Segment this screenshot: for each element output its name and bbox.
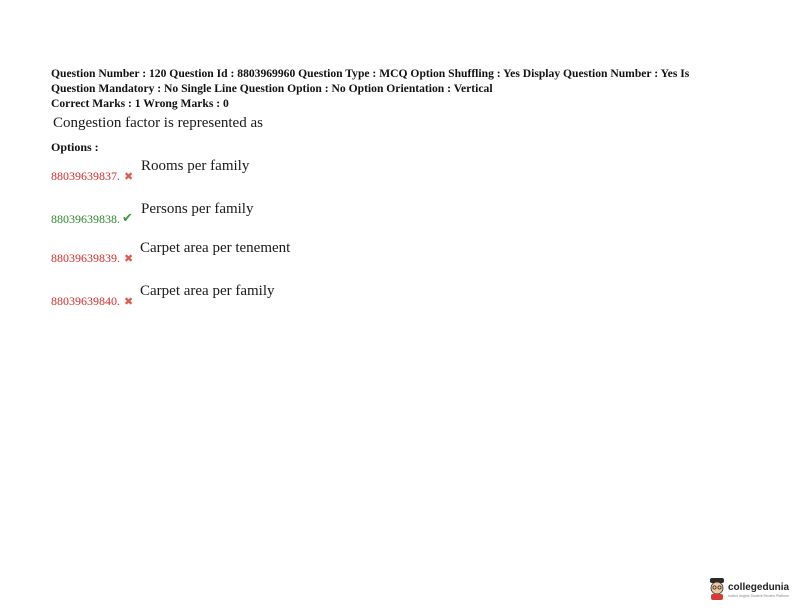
options-label: Options : bbox=[51, 140, 99, 154]
option-text: Carpet area per family bbox=[140, 283, 275, 299]
metadata-line-3: Correct Marks : 1 Wrong Marks : 0 bbox=[51, 97, 229, 110]
option-id: 88039639839. bbox=[51, 251, 120, 265]
option-id: 88039639837. bbox=[51, 169, 120, 183]
option-1 bbox=[51, 158, 451, 184]
mascot-icon bbox=[708, 577, 726, 601]
option-2 bbox=[51, 201, 451, 227]
collegedunia-logo bbox=[708, 577, 788, 603]
metadata-line-2: Question Mandatory : No Single Line Question Option : No Option Orientation : Vertical bbox=[51, 82, 493, 95]
metadata-line-1: Question Number : 120 Question Id : 8803969960 Question Type : MCQ Option Shuffling : Yes Display Question Number : Yes Is bbox=[51, 67, 690, 80]
question-metadata bbox=[51, 66, 751, 111]
option-text: Carpet area per tenement bbox=[140, 240, 291, 256]
option-id: 88039639840. bbox=[51, 294, 120, 308]
cross-icon: ✖ bbox=[124, 252, 134, 265]
option-3 bbox=[51, 240, 451, 266]
option-text: Persons per family bbox=[141, 201, 254, 217]
cross-icon: ✖ bbox=[124, 295, 134, 308]
logo-tagline: India's largest Student Review Platform bbox=[728, 594, 789, 598]
logo-wordmark: collegedunia bbox=[728, 582, 790, 593]
option-text: Rooms per family bbox=[141, 158, 250, 174]
option-4 bbox=[51, 283, 451, 309]
question-text: Congestion factor is represented as bbox=[53, 115, 263, 131]
option-id: 88039639838. bbox=[51, 212, 120, 226]
check-icon: ✔ bbox=[122, 211, 133, 226]
cross-icon: ✖ bbox=[124, 170, 134, 183]
